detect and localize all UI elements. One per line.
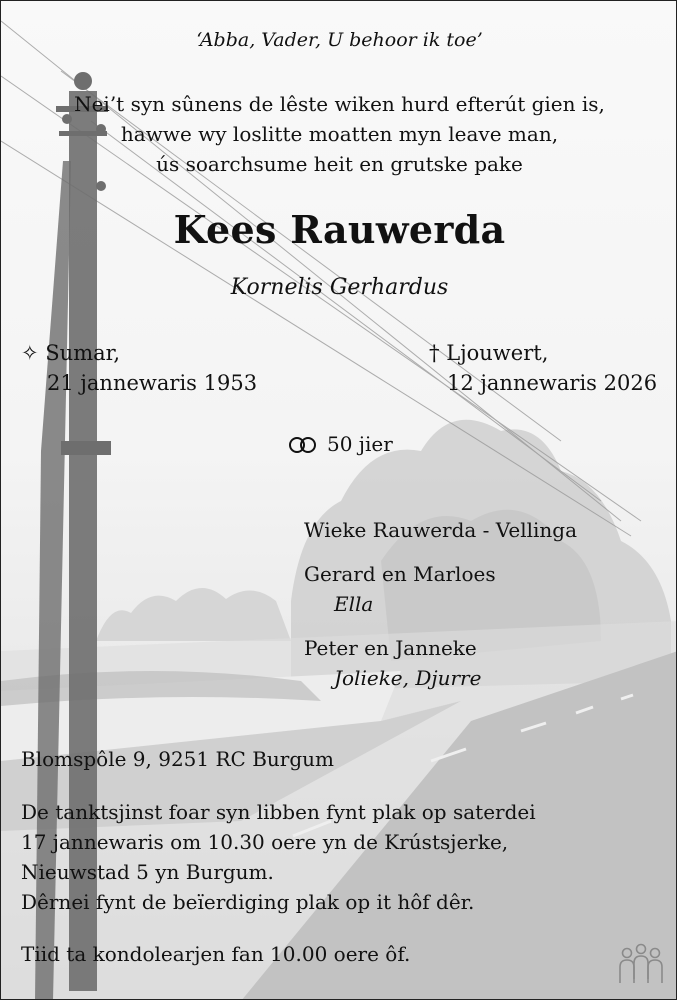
birth-star-icon: ✧ [21, 341, 39, 365]
condolence-time: Tiid ta kondolearjen fan 10.00 oere ôf. [21, 942, 411, 966]
mourner-children: Ella [334, 592, 374, 616]
intro-line: Nei’t syn sûnens de lêste wiken hurd efterút gien is, [74, 92, 605, 116]
wedding-rings-icon [287, 436, 319, 454]
mourner-children: Jolieke, Djurre [334, 666, 482, 690]
birth-place [21, 341, 120, 365]
service-line: 17 jannewaris om 10.30 oere yn de Krústsjerke, [21, 830, 509, 854]
service-line: Dêrnei fynt de beïerdiging plak op it hôf dêr. [21, 890, 475, 914]
intro-line: hawwe wy loslitte moatten myn leave man, [120, 122, 559, 146]
intro-line: ús soarchsume heit en grutske pake [156, 152, 523, 176]
death-cross-icon: † [429, 341, 440, 365]
family-logo-icon [617, 943, 665, 987]
service-line: Nieuwstad 5 yn Burgum. [21, 860, 274, 884]
death-place-text: Ljouwert, [446, 341, 549, 365]
marriage-duration [287, 432, 393, 456]
intro-text [1, 89, 677, 179]
motto: ‘Abba, Vader, U behoor ik toe’ [196, 29, 483, 51]
birth-place-text: Sumar, [45, 341, 121, 365]
birth-date: 21 jannewaris 1953 [47, 371, 258, 395]
service-line: De tanktsjinst foar syn libben fynt plak op saterdei [21, 800, 536, 824]
given-names: Kornelis Gerhardus [230, 275, 449, 300]
mourner-name: Wieke Rauwerda - Vellinga [304, 518, 578, 542]
deceased-name: Kees Rauwerda [173, 207, 506, 252]
married-years: 50 jier [327, 432, 393, 456]
death-date: 12 jannewaris 2026 [447, 371, 658, 395]
mourners-list [304, 515, 577, 693]
home-address: Blomspôle 9, 9251 RC Burgum [21, 747, 334, 771]
mourner-name: Gerard en Marloes [304, 562, 496, 586]
service-details [21, 797, 536, 917]
death-place [429, 341, 548, 365]
mourner-name: Peter en Janneke [304, 636, 477, 660]
